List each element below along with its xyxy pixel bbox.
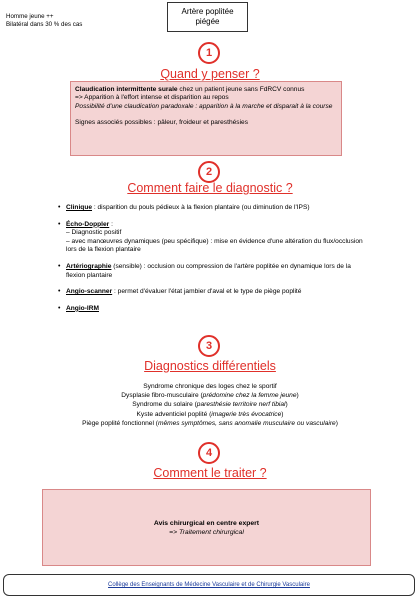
list-item [60,221,368,255]
indications-box [70,81,342,156]
page-title [167,2,248,32]
angioscan-text: : permet d'évaluer l'état jambier d'aval et le type de piège poplité [112,288,302,296]
ddx-3b: paresthésie territoire nerf tibial [196,401,286,409]
echo-line-1: – Diagnostic positif [66,229,122,237]
ddx-3c: ) [285,401,288,409]
ddx-2a: Dysplasie fibro-musculaire ( [121,392,203,400]
clinique-text: : disparition du pouls pédieux à la flexion plantaire (ou diminution de l'IPS) [92,204,310,211]
ddx-5b: mêmes symptômes, sans anomalie musculaire ou vasculaire [157,419,336,427]
box1-bold: Claudication intermittente surale [75,86,178,93]
ddx-4b: imagerie très évocatrice [211,410,282,418]
section-4-heading: Comment le traiter ? [153,466,267,480]
section-3-heading: Diagnostics différentiels [144,359,276,373]
clinique-label: Clinique [66,204,93,211]
diagnostic-list [60,204,368,321]
note-line-2: Bilatéral dans 30 % des cas [6,21,83,28]
box1-line-4: Signes associés possibles : pâleur, froideur et paresthésies [75,119,248,127]
title-line-1: Artère poplitée [181,7,234,16]
section-1-heading: Quand y penser ? [160,67,260,81]
box1-line-3: Possibilité d'une claudication paradoxale : apparition à la marche et disparait à la course [75,102,333,110]
list-item [60,305,368,314]
angioscan-label: Angio-scanner [66,288,113,296]
section-1-number: 1 [198,42,220,64]
echo-line-2: – avec manœuvres dynamiques (peu spécifique) : mise en évidence d'une altération du flux/occlusion lors de la flexion plantaire [66,237,363,254]
ddx-line-3 [0,400,420,409]
title-line-2: piégée [195,17,220,26]
echo-label: Écho-Doppler [66,220,110,228]
ddx-line-4 [0,410,420,419]
top-note [6,13,82,29]
ddx-line-2 [0,391,420,400]
arterio-label: Artériographie [66,262,112,270]
section-2-heading: Comment faire le diagnostic ? [127,181,293,195]
irm-label: Angio-IRM [66,304,99,312]
ddx-4a: Kyste adventiciel poplité ( [136,410,212,418]
section-2-number: 2 [198,161,220,183]
section-3-number: 3 [198,335,220,357]
ddx-2b: prédomine chez la femme jeune [202,392,297,400]
list-item [60,288,368,297]
arterio-text: (sensible) : occlusion ou compression de l'artère poplitée en dynamique lors de la flexion plantaire [66,262,351,279]
ddx-line-1: Syndrome chronique des loges chez le sportif [143,383,277,390]
differential-list [0,382,420,428]
ddx-5c: ) [335,419,338,427]
treatment-box [42,489,371,566]
footer-text[interactable]: Collège des Enseignants de Médecine Vasculaire et de Chirurgie Vasculaire [108,582,310,588]
treatment-line-2: => Traitement chirurgical [169,528,244,536]
treatment-line-1: Avis chirurgical en centre expert [153,519,260,527]
footer-link[interactable] [3,574,415,596]
echo-suffix: : [109,220,113,228]
ddx-2c: ) [296,392,299,400]
box1-line-1 [75,86,337,94]
ddx-3a: Syndrome du solaire ( [132,401,197,409]
ddx-4c: ) [281,410,284,418]
box1-line-2: => Apparition à l'effort intense et disparition au repos [75,94,229,102]
note-line-1: Homme jeune ++ [6,13,54,20]
list-item [60,204,368,213]
ddx-5a: Piège poplité fonctionnel ( [82,419,158,427]
section-4-number: 4 [198,442,220,464]
list-item [60,263,368,280]
box1-rest: chez un patient jeune sans FdRCV connus [177,86,305,93]
ddx-line-5 [0,419,420,428]
